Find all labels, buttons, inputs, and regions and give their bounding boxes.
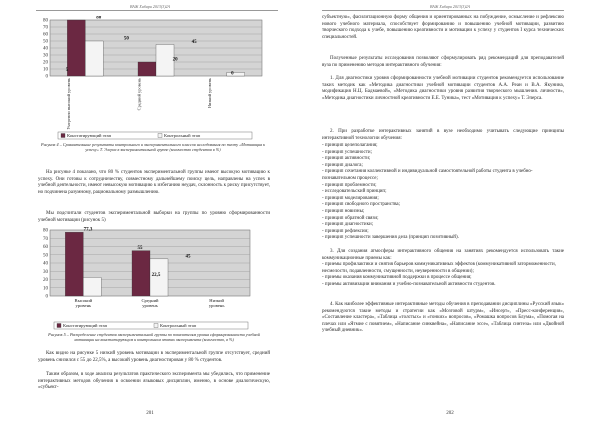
right-paragraph-1: субъектную», фасилитационную форму общения и ориентированных на побуждение, осмысление и рефлексию нового учебного материала, способствует формированию и повышению учебной мотивации, развитию творческого подхода к учебе, повышению креативности и мотивации к успеху у студентов I курса технических специальностей. (322, 15, 564, 40)
data-label: 20 (172, 57, 178, 63)
x-category-label: уровень (75, 303, 92, 308)
principle-list-item: - исследовательский принцип; (322, 189, 387, 195)
chart-motivation-success (38, 16, 268, 142)
right-paragraph-2: Полученные результаты исследования позволяют сформулировать ряд рекомендаций для преподавателей вуза по применению методов интерактивного обучения: (322, 56, 564, 68)
data-label: 77,3 (83, 227, 93, 233)
principle-list-item: - принцип целеполагания; (322, 143, 378, 148)
x-category-label: Низкий (209, 298, 225, 303)
principle-list-item: - принцип рефлексии; (322, 228, 369, 234)
bar-control (227, 73, 245, 77)
figure-4-caption: Рисунок 4 – Сравнительные результаты контрольного и экспериментального классов исследования по тесту «Мотивация к успеху» Т. Элерса в экспериментальной группе (количество студентов в %) (41, 142, 265, 153)
legend-swatch (158, 134, 162, 138)
chart-motivation-levels (38, 226, 268, 332)
principle-list-item: - принцип активности; (322, 156, 371, 162)
data-label: 55 (137, 246, 143, 252)
legend-swatch (61, 134, 65, 138)
principle-list-item: - принцип новизны; (322, 208, 365, 214)
x-category-label: уровень (208, 303, 225, 308)
y-tick-label: 30 (43, 269, 48, 275)
x-category-label: Средний (141, 298, 159, 303)
legend-swatch (57, 324, 61, 328)
y-tick-label: 40 (43, 261, 48, 267)
principle-list-item: - принцип свободного пространства; (322, 202, 401, 208)
y-tick-label: 10 (43, 286, 48, 292)
right-paragraph-6: 4. Как наиболее эффективные интерактивные методы обучения в преподавании дисциплины «Русский язык» рекомендуются такие методы и стратегии как «Мозговой штурм», «Инсерт», «Пресс-конференция», «Составление кластера», «Таблица «толстых» и «тонких» вопросов», «Ромашка вопросов Блума», «Помогая на плечах или «Ятмие с повятием», «Написание синквейна», «Написание эссе», «Таблица синтеза» или «Двойной учебный дневник». (322, 302, 564, 334)
left-paragraph-4: Таким образом, в ходе анализа результатов практического эксперимента мы убедились, что применение интерактивных методов обучения в освоении языковых дисциплин, именно, в основе диалогическую, «субъект- (38, 372, 270, 391)
technique-list-item: - приемы профилактики и снятия барьеров коммуникативных эффектов (коммуникативной заторможенности, несмелости, подавленности, смущенности, неуверенности в общении); (322, 262, 556, 274)
principle-list-item: - принцип успешности завершения дела (принцип позитивный). (322, 235, 459, 241)
header-rule-right (322, 10, 564, 11)
legend-label: Контрольный этап (164, 133, 201, 139)
left-paragraph-3: Как видно на рисунке 5 низкий уровень мотивации в экспериментальной группе отсутствует, средний уровень снизился с 55 до 22,5%, а высокий уровень диагностирован у 80 % студентов. (38, 351, 270, 363)
techniques-list (322, 262, 564, 288)
left-paragraph-2: Мы подсчитали студентов экспериментальной выборки на группы по уровню сформированности учебной мотивации (рисунок 5) (38, 211, 270, 223)
running-header-right: ВАЖ Хабари 2013(3)2А (430, 4, 470, 9)
y-tick-label: 20 (43, 60, 48, 66)
y-tick-label: 0 (45, 294, 48, 300)
data-label: 5 (65, 68, 69, 73)
y-tick-label: 80 (43, 228, 48, 234)
legend-swatch (154, 324, 158, 328)
bar-control (85, 41, 103, 76)
y-tick-label: 0 (45, 74, 48, 80)
y-tick-label: 20 (43, 278, 48, 283)
principle-list-item: - принцип обратной связи; (322, 215, 379, 221)
y-tick-label: 10 (43, 67, 48, 73)
bar-constating (65, 232, 83, 296)
data-label: 50 (123, 36, 129, 42)
principles-list (322, 143, 564, 242)
x-category-label: Умеренно высокий уровень (65, 78, 71, 130)
page-number-left: 201 (146, 411, 154, 416)
technique-list-item: - приемы активизации внимания и учебно-познавательной активности студентов. (322, 281, 496, 287)
page-number-right: 202 (446, 411, 454, 416)
right-paragraph-4: 2. При разработке интерактивных занятий в вузе необходимо учитывать следующие принципы интерактивной технологии обучения: (322, 129, 564, 141)
y-tick-label: 40 (43, 46, 48, 52)
bar-constating (67, 20, 85, 76)
y-tick-label: 70 (43, 25, 48, 31)
bar-control (83, 277, 101, 296)
right-paragraph-5: 3. Для создания атмосферы интерактивного общения на занятиях рекомендуется использовать такие коммуникационные приемы как: (322, 249, 564, 261)
data-label: 45 (185, 254, 191, 260)
technique-list-item: - приемы оказания коммуникативной поддержки в процессе общения; (322, 275, 472, 281)
right-paragraph-3: 1. Для диагностики уровня сформированности учебной мотивации студентов рекомендуется использование таких методик как «Методика диагностики учебной мотивации студентов А.А. Реан и В.А. Якунина, модификация Н.Ц. Бадмаевой», «Методика диагностики уровня развития творческого мышления. личности», «Методика диагностики личностной креативности Е.Е. Туника», тест «Мотивация к успеху» Т. Элерса. (322, 76, 564, 101)
x-category-label: Высокий (74, 298, 93, 303)
y-tick-label: 70 (43, 236, 48, 242)
data-label: 45 (191, 40, 197, 45)
bar-constating (138, 62, 156, 76)
left-paragraph-1: На рисунке 4 показано, что 80 % студентов экспериментальной группы имеют высокую мотивацию к успеху. Они готовы к сотрудничеству, совместному дальнейшему поиску цель, направлены на успех в учебной деятельности, имеют невысокую мотивацию к избеганию неудач, склонность к риску присутствует, но подчинена разумному, рациональному размышлению. (38, 170, 270, 195)
data-label: 22,5 (151, 272, 161, 278)
x-category-label: Низкий уровень (207, 78, 213, 109)
data-label: 0 (231, 71, 234, 77)
y-tick-label: 80 (43, 18, 48, 24)
principle-list-item: - принцип диалога; (322, 162, 363, 168)
x-category-label: уровень (142, 303, 158, 308)
principle-list-item: - принцип диагностики; (322, 222, 374, 228)
y-tick-label: 50 (43, 39, 48, 45)
x-category-label: Средний уровень (136, 78, 142, 111)
y-tick-label: 30 (43, 53, 48, 59)
principle-list-item: - принцип моделирования; (322, 195, 379, 201)
bar-control (156, 45, 174, 77)
running-header: ВАЖ Хабари 2013(3)2А (130, 4, 170, 9)
right-page (300, 0, 600, 424)
header-rule (36, 10, 278, 11)
principle-list-item: - принцип проблемности; (322, 182, 377, 188)
y-tick-label: 60 (43, 245, 48, 250)
y-tick-label: 60 (43, 32, 48, 38)
principle-list-item: - принцип успешности; (322, 149, 372, 155)
legend-label: Контрольный этап (160, 323, 197, 329)
legend-label: Констатирующий этап (63, 323, 108, 329)
y-tick-label: 50 (43, 253, 48, 259)
principle-list-item: - принцип сочетания коллективной и индивидуальной самостоятельной работы студента в учебно-познавательном процессе; (322, 169, 533, 181)
legend-label: Констатирующий этап (67, 133, 112, 139)
data-label: 80 (96, 16, 102, 21)
figure-5-caption: Рисунок 5 – Распределение студентов экспериментальной группы по показателям уровня сформированности учебной мотивации на констатирующем и контрольном этапах эксперимента (количество, в %) (48, 332, 260, 343)
bar-constating (132, 251, 150, 296)
